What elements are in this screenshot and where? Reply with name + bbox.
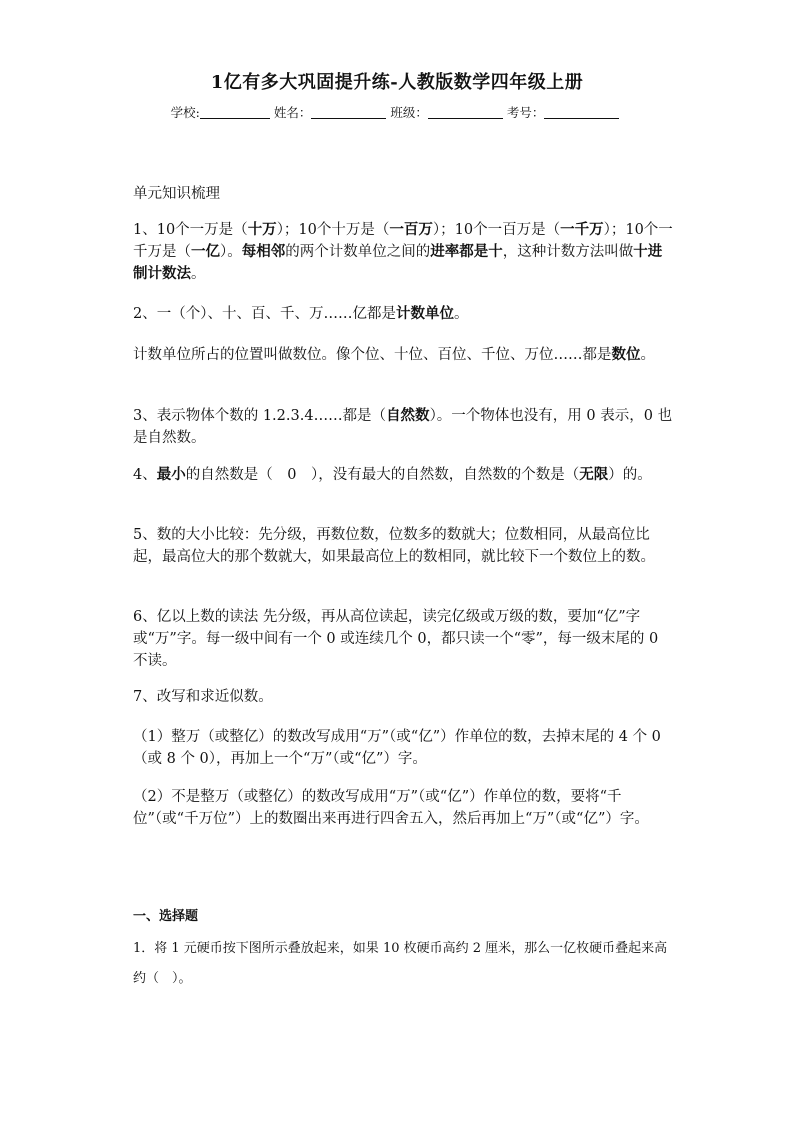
class-blank[interactable] [428, 106, 503, 119]
page-title: 1亿有多大巩固提升练-人教版数学四年级上册 [210, 72, 584, 93]
item-7: 7、改写和求近似数。 [133, 689, 273, 705]
name-blank[interactable] [311, 106, 386, 119]
item-7-1: （1）整万（或整亿）的数改写成用“万”（或“亿”）作单位的数，去掉末尾的 4 个 0（或 8 个 0），再加上一个“万”（或“亿”）字。 [133, 729, 661, 767]
question-1: 1．将 1 元硬币按下图所示叠放起来，如果 10 枚硬币高约 2 厘米，那么一亿枚硬币叠起来高约（ ）。 [133, 941, 668, 986]
item-2-note: 计数单位所占的位置叫做数位。像个位、十位、百位、千位、万位……都是数位。 [133, 346, 655, 363]
item-4: 4、最小的自然数是（ 0 ），没有最大的自然数，自然数的个数是（无限）的。 [133, 466, 652, 483]
item-3: 3、表示物体个数的 1.2.3.4……都是（自然数）。一个物体也没有，用 0 表示，0 也是自然数。 [133, 407, 673, 446]
exercise-heading: 一、选择题 [133, 909, 199, 924]
section-title: 单元知识梳理 [133, 186, 220, 202]
exam-number-label: 考号： [506, 105, 545, 120]
item-7-2: （2）不是整万（或整亿）的数改写成用“万”（或“亿”）作单位的数，要将“千位”（或“千万位”）上的数圈出来再进行四舍五入，然后再加上“万”（或“亿”）字。 [133, 789, 649, 827]
exam-number-blank[interactable] [544, 106, 619, 119]
item-1: 1、10个一万是（十万）；10个十万是（一百万）；10个一百万是（一千万）；10个一千万是（一亿）。每相邻的两个计数单位之间的进率都是十，这种计数方法叫做十进制计数法。 [133, 221, 673, 282]
student-info-line [0, 103, 794, 121]
name-label: 姓名： [273, 105, 312, 120]
item-2: 2、一（个）、十、百、千、万……亿都是计数单位。 [133, 305, 469, 322]
class-label: 班级： [390, 105, 428, 120]
school-blank[interactable] [200, 106, 270, 119]
item-6: 6、亿以上数的读法 先分级，再从高位读起，读完亿级或万级的数，要加“亿”字或“万”字。每一级中间有一个 0 或连续几个 0，都只读一个“零”，每一级末尾的 0 不读。 [133, 609, 659, 669]
item-5: 5、数的大小比较：先分级，再数位数，位数多的数就大；位数相同，从最高位比起，最高位大的那个数就大，如果最高位上的数相同，就比较下一个数位上的数。 [133, 527, 655, 565]
school-label: 学校: [170, 105, 200, 120]
